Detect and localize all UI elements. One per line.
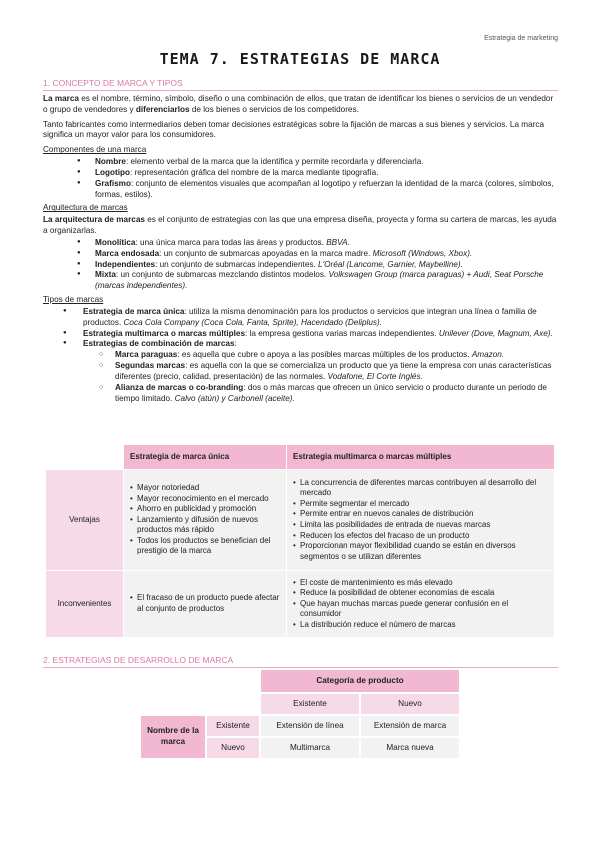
componentes-list — [43, 157, 558, 200]
category-header: Categoría de producto — [260, 669, 460, 693]
matrix-corner — [140, 669, 260, 715]
cell-multimarca: Multimarca — [260, 737, 360, 759]
table-row — [46, 571, 555, 638]
row-header-nombre-marca: Nombre de la marca — [140, 715, 206, 759]
list-item: ● Nombre: elemento verbal de la marca que la identifica y permite recordarla y diferenciarla. — [43, 157, 558, 168]
inconvenientes-unica-cell — [124, 571, 287, 638]
tipos-title: Tipos de marcas — [43, 295, 104, 305]
ventajas-unica-cell — [124, 470, 287, 571]
list-item: • La concurrencia de diferentes marcas contribuyen al desarrollo del mercado — [293, 478, 548, 499]
list-item: • El coste de mantenimiento es más elevado — [293, 578, 548, 589]
intro-paragraph-1: La marca es el nombre, término, símbolo, diseño o una combinación de ellos, que tratan de identificar los bienes o servicios de un vendedor o grupo de vendedores y diferenciarlos de los bienes o servicios de los competidores. — [43, 94, 554, 114]
list-item: ● Independientes: un conjunto de submarcas independientes. L'Oréal (Lancome, Garnier, Maybelline). — [43, 260, 558, 271]
list-item: • Ahorro en publicidad y promoción — [130, 504, 280, 515]
list-item: ○ Alianza de marcas o co-branding: dos o más marcas que ofrecen un único servicio o producto durante un periodo de tiempo limitado. Calvo (atún) y Carbonell (aceite). — [83, 383, 558, 405]
tipos-list — [43, 307, 558, 404]
list-item: • Proporcionan mayor flexibilidad cuando se están en diversos segmentos o se utilizan diferentes — [293, 541, 548, 562]
list-item: ● Mixta: un conjunto de submarcas mezclando distintos modelos. Volkswagen Group (marca paraguas) + Audi, Seat Porsche (marcas independientes). — [43, 270, 558, 292]
list-item: ○ Marca paraguas: es aquella que cubre o apoya a las posibles marcas múltiples de los productos. Amazon. — [83, 350, 558, 361]
list-item: ● Grafismo: conjunto de elementos visuales que acompañan al logotipo y refuerzan la identidad de la marca (colores, símbolos, formas, estilos). — [43, 179, 558, 201]
row-existente: Existente — [206, 715, 260, 737]
row-nuevo: Nuevo — [206, 737, 260, 759]
col-header-unica: Estrategia de marca única — [124, 445, 287, 470]
list-item: • Limita las posibilidades de entrada de nuevas marcas — [293, 520, 548, 531]
arquitectura-title: Arquitectura de marcas — [43, 203, 128, 213]
list-item: ● Monolítica: una única marca para todas las áreas y productos. BBVA. — [43, 238, 558, 249]
intro-term-marca: La marca — [43, 94, 79, 103]
document-label: Estrategia de marketing — [484, 35, 558, 42]
list-item: • Lanzamiento y difusión de nuevos productos más rápido — [130, 515, 280, 536]
list-item: ● Estrategia multimarca o marcas múltiples: la empresa gestiona varias marcas independientes. Unilever (Dove, Magnum, Axe). — [43, 329, 558, 340]
page-title: TEMA 7. ESTRATEGIAS DE MARCA — [159, 50, 441, 68]
arquitectura-list — [43, 238, 558, 292]
inconvenientes-multi-cell — [287, 571, 555, 638]
list-item: • Reducen los efectos del fracaso de un producto — [293, 531, 548, 542]
section-1-body — [43, 94, 558, 404]
list-item: ● Estrategias de combinación de marcas: ○ Marca paraguas: es aquella que cubre o apoya a las posibles marcas múltiples de los productos. Amazon. ○ Segundas marcas: es aquella con la que se comercializa un producto que ya tiene la empresa con unas características diferentes (precio, calidad, presentación) de las normales. Vodafone, El Corte Inglés. ○ Alianza de marcas o co-branding: dos o más marcas que ofrecen un único servicio o producto durante un periodo de tiempo limitado. Calvo (atún) y Carbonell (aceite). — [43, 339, 558, 404]
brand-development-matrix — [139, 668, 461, 760]
list-item: • Todos los productos se benefician del prestigio de la marca — [130, 536, 280, 557]
col-existente: Existente — [260, 693, 360, 715]
list-item: • Mayor notoriedad — [130, 483, 280, 494]
list-item: ● Logotipo: representación gráfica del nombre de la marca mediante tipografía. — [43, 168, 558, 179]
section-2-heading: 2. ESTRATEGIAS DE DESARROLLO DE MARCA — [43, 655, 558, 668]
list-item: ○ Segundas marcas: es aquella con la que se comercializa un producto que ya tiene la empresa con unas características diferentes (precio, calidad, presentación) de las normales. Vodafone, El Corte Inglés. — [83, 361, 558, 383]
table-corner — [46, 445, 124, 470]
list-item: • Que hayan muchas marcas puede generar confusión en el consumidor — [293, 599, 548, 620]
list-item: • La distribución reduce el número de marcas — [293, 620, 548, 631]
cell-extension-marca: Extensión de marca — [360, 715, 460, 737]
list-item: • Mayor reconocimiento en el mercado — [130, 494, 280, 505]
componentes-title: Componentes de una marca — [43, 145, 147, 155]
col-nuevo: Nuevo — [360, 693, 460, 715]
intro-term-diferenciarlos: diferenciarlos — [135, 104, 190, 114]
col-header-multi: Estrategia multimarca o marcas múltiples — [287, 445, 555, 470]
row-header-inconvenientes: Inconvenientes — [46, 571, 124, 638]
intro-paragraph-2: Tanto fabricantes como intermediarios deben tomar decisiones estratégicas sobre la fijación de marcas a sus bienes y servicios. La marca significa un mayor valor para los consumidores. — [43, 119, 545, 140]
table-row — [46, 470, 555, 571]
list-item: • Permite segmentar el mercado — [293, 499, 548, 510]
ventajas-multi-cell — [287, 470, 555, 571]
list-item: • Reduce la posibilidad de obtener economías de escala — [293, 588, 548, 599]
cell-marca-nueva: Marca nueva — [360, 737, 460, 759]
list-item: ● Estrategia de marca única: utiliza la misma denominación para los productos o servicios que integran una línea o familia de productos. Coca Cola Company (Coca Cola, Fanta, Sprite), Hacendado (Deliplus). — [43, 307, 558, 329]
comparison-table — [45, 444, 555, 638]
combinacion-sublist — [83, 350, 558, 404]
list-item: • El fracaso de un producto puede afectar al conjunto de productos — [130, 593, 280, 614]
arquitectura-intro: La arquitectura de marcas es el conjunto de estrategias con las que una empresa diseña, proyecta y forma su cartera de marcas, les ayuda a organizarlas. — [43, 215, 557, 236]
list-item: • Permite entrar en nuevos canales de distribución — [293, 509, 548, 520]
cell-extension-linea: Extensión de línea — [260, 715, 360, 737]
row-header-ventajas: Ventajas — [46, 470, 124, 571]
list-item: ● Marca endosada: un conjunto de submarcas apoyadas en la marca madre. Microsoft (Windows, Xbox). — [43, 249, 558, 260]
section-1-heading: 1. CONCEPTO DE MARCA Y TIPOS — [43, 78, 558, 91]
